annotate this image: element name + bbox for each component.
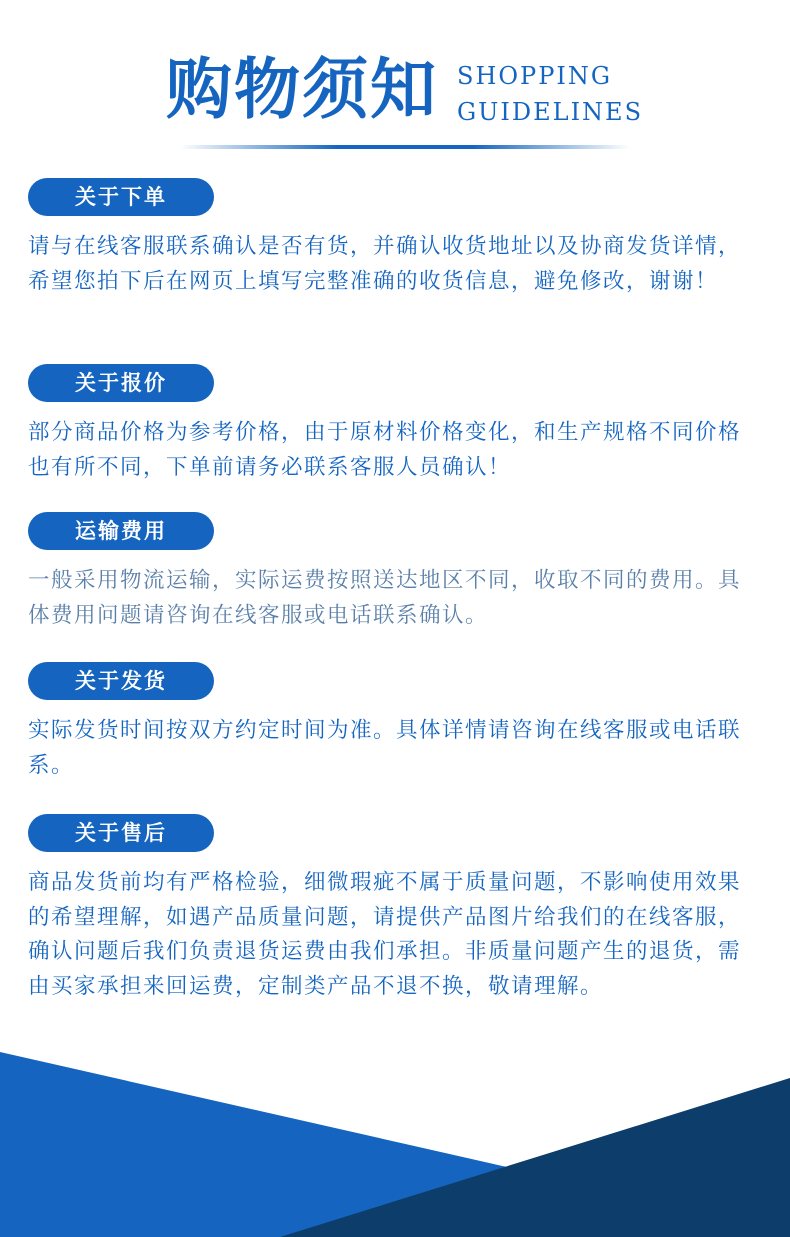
- section-label-pricing: 关于报价: [28, 364, 214, 402]
- section-pricing: [28, 364, 758, 485]
- subtitle-line-2: GUIDELINES: [457, 98, 644, 126]
- section-label-after-sales: 关于售后: [28, 814, 214, 852]
- title-divider: [180, 145, 630, 149]
- section-label-ordering: 关于下单: [28, 178, 214, 216]
- section-label-shipping-cost: 运输费用: [28, 512, 214, 550]
- section-shipping-cost: [28, 512, 758, 633]
- subtitle-line-1: SHOPPING: [457, 62, 612, 90]
- section-text-shipping-cost: 一般采用物流运输，实际运费按照送达地区不同，收取不同的费用。具体费用问题请咨询在线客服或电话联系确认。: [28, 568, 742, 628]
- page-title: 购物须知: [166, 51, 438, 128]
- section-after-sales: [28, 814, 758, 1004]
- section-text-ordering: 请与在线客服联系确认是否有货，并确认收货地址以及协商发货详情，希望您拍下后在网页上填写完整准确的收货信息，避免修改，谢谢！: [28, 234, 742, 294]
- page-subtitle: [457, 58, 643, 130]
- section-ordering: [28, 178, 758, 299]
- section-label-delivery: 关于发货: [28, 662, 214, 700]
- section-text-after-sales: 商品发货前均有严格检验，细微瑕疵不属于质量问题，不影响使用效果的希望理解，如遇产品质量问题，请提供产品图片给我们的在线客服，确认问题后我们负责退货运费由我们承担。非质量问题产生的退货，需由买家承担来回运费，定制类产品不退不换，敬请理解。: [28, 870, 742, 999]
- section-text-pricing: 部分商品价格为参考价格，由于原材料价格变化，和生产规格不同价格也有所不同，下单前请务必联系客服人员确认！: [28, 420, 742, 480]
- section-text-delivery: 实际发货时间按双方约定时间为准。具体详情请咨询在线客服或电话联系。: [28, 718, 742, 778]
- decorative-footer-shapes: [0, 1040, 790, 1237]
- section-delivery: [28, 662, 758, 783]
- header: [0, 0, 790, 160]
